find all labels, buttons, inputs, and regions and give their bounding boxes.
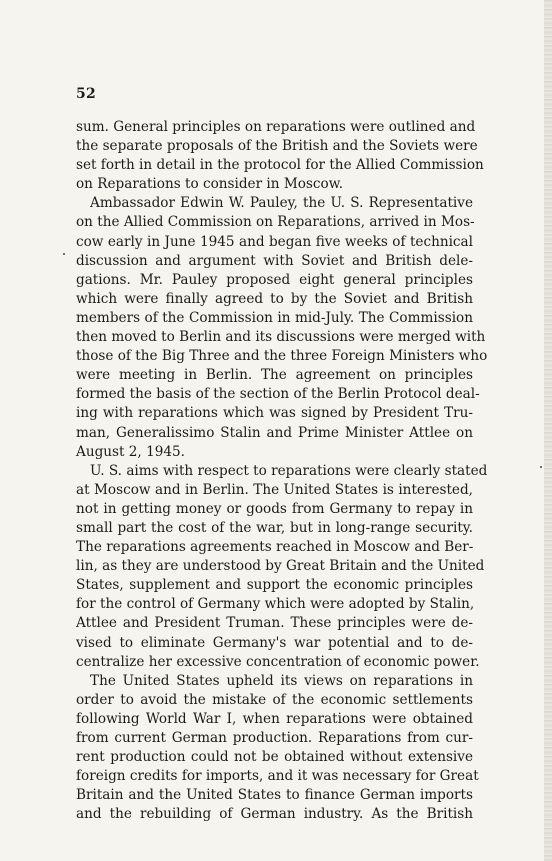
text-line: The United States upheld its views on reparations in — [90, 672, 473, 689]
text-line: on Reparations to consider in Moscow. — [76, 176, 344, 193]
text-line: ing with reparations which was signed by President Tru- — [76, 405, 473, 422]
body-text — [76, 118, 488, 824]
text-line: foreign credits for imports, and it was necessary for Great — [76, 768, 479, 785]
text-line: rent production could not be obtained without extensive — [76, 749, 473, 766]
text-line: which were finally agreed to by the Soviet and British — [76, 290, 473, 307]
text-line: August 2, 1945. — [76, 443, 185, 460]
text-line: U. S. aims with respect to reparations were clearly stated — [90, 462, 488, 479]
text-line: on the Allied Commission on Reparations, arrived in Mos- — [76, 214, 475, 231]
text-line: gations. Mr. Pauley proposed eight general principles — [76, 271, 473, 288]
text-line: centralize her excessive concentration of economic power. — [76, 653, 480, 670]
text-line: from current German production. Reparations from cur- — [76, 730, 473, 746]
scan-speck — [540, 466, 542, 468]
text-line: sum. General principles on reparations were outlined and — [76, 119, 476, 135]
text-line: Britain and the United States to finance German imports — [76, 787, 473, 804]
text-line: Attlee and President Truman. These principles were de- — [76, 615, 473, 632]
text-line: and the rebuilding of German industry. As the British — [76, 806, 473, 823]
text-line: Ambassador Edwin W. Pauley, the U. S. Representative — [90, 195, 473, 212]
text-line: members of the Commission in mid-July. The Commission — [76, 309, 473, 326]
text-line: were meeting in Berlin. The agreement on principles — [76, 367, 473, 384]
scan-edge-shadow — [544, 0, 552, 861]
text-line: discussion and argument with Soviet and British dele- — [76, 252, 473, 269]
text-line: cow early in June 1945 and began five weeks of technical — [76, 233, 473, 250]
text-line: set forth in detail in the protocol for the Allied Commission — [76, 157, 484, 174]
text-line: following World War I, when reparations were obtained — [76, 710, 473, 727]
text-line: vised to eliminate Germany's war potential and to de- — [76, 634, 473, 651]
text-line: the separate proposals of the British and the Soviets were — [76, 138, 478, 155]
text-line: man, Generalissimo Stalin and Prime Minister Attlee on — [76, 424, 473, 441]
text-line: not in getting money or goods from Germany to repay in — [76, 500, 473, 517]
text-line: States, supplement and support the economic principles — [76, 577, 473, 594]
text-line: those of the Big Three and the three Foreign Ministers who — [76, 348, 488, 365]
text-line: then moved to Berlin and its discussions were merged with — [76, 329, 486, 346]
text-line: at Moscow and in Berlin. The United States is interested, — [76, 481, 473, 498]
text-line: lin, as they are understood by Great Britain and the United — [76, 558, 485, 575]
text-line: formed the basis of the section of the Berlin Protocol deal- — [76, 386, 480, 403]
page-number: 52 — [76, 86, 97, 102]
text-line: small part the cost of the war, but in long-range security. — [76, 519, 473, 536]
scan-speck — [63, 253, 65, 255]
text-line: The reparations agreements reached in Moscow and Ber- — [76, 539, 474, 556]
text-line: order to avoid the mistake of the economic settlements — [76, 691, 473, 708]
text-line: for the control of Germany which were adopted by Stalin, — [76, 596, 475, 613]
